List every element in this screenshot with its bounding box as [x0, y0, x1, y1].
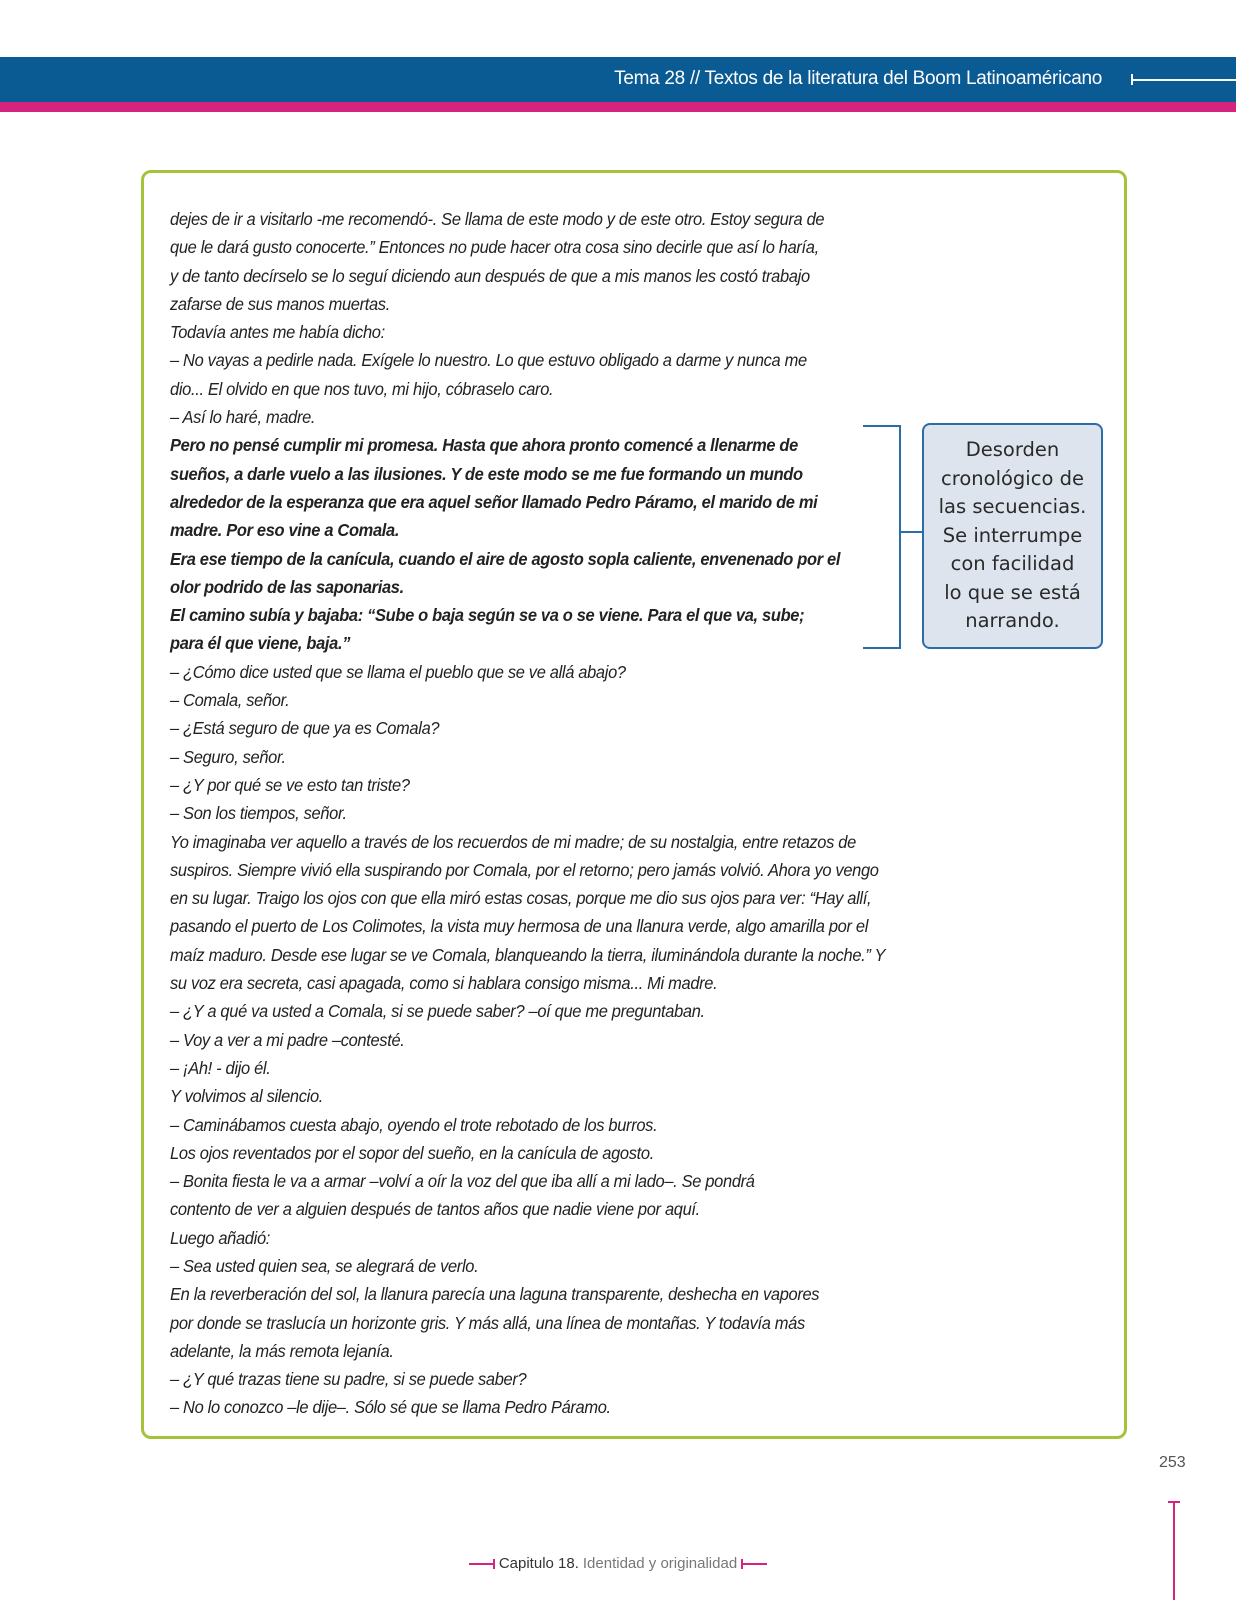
- passage-line: – ¿Cómo dice usted que se llama el pueblo que se ve allá abajo?: [170, 661, 626, 682]
- note-line: con facilidad: [950, 552, 1075, 576]
- annotation-connector: [901, 531, 923, 533]
- passage-line: dejes de ir a visitarlo -me recomendó-. Se llama de este modo y de este otro. Estoy segura de: [170, 209, 825, 229]
- page-number: 253: [1159, 1454, 1186, 1471]
- passage-line: – Sea usted quien sea, se alegrará de verlo.: [170, 1255, 479, 1276]
- note-line: lo que se está: [944, 580, 1081, 604]
- annotation-note-text: [928, 436, 1098, 636]
- passage-line: – ¿Y qué trazas tiene su padre, si se puede saber?: [170, 1369, 527, 1390]
- header-accent-stripe: [0, 102, 1236, 112]
- note-line: las secuencias.: [938, 495, 1087, 519]
- passage-line: Los ojos reventados por el sopor del sueño, en la canícula de agosto.: [170, 1142, 654, 1163]
- passage-line: alrededor de la esperanza que era aquel señor llamado Pedro Páramo, el marido de mi: [170, 491, 818, 512]
- passage-line: – No vayas a pedirle nada. Exígele lo nuestro. Lo que estuvo obligado a darme y nunca me: [170, 350, 807, 371]
- passage-line: – Caminábamos cuesta abajo, oyendo el trote rebotado de los burros.: [170, 1114, 658, 1135]
- annotation-bracket: [863, 425, 901, 649]
- footer-subtitle: Identidad y originalidad: [582, 1555, 738, 1572]
- passage-line: en su lugar. Traigo los ojos con que ella miró estas cosas, porque me dio sus ojos para ver: “Hay allí,: [170, 888, 872, 909]
- passage-line: maíz maduro. Desde ese lugar se ve Comala, blanqueando la tierra, iluminándola durante la noche.” Y: [170, 944, 886, 965]
- passage-line: contento de ver a alguien después de tantos años que nadie viene por aquí.: [170, 1199, 700, 1220]
- page-header-title: Tema 28 // Textos de la literatura del Boom Latinoaméricano: [614, 68, 1102, 89]
- passage-line: por donde se traslucía un horizonte gris. Y más allá, una línea de montañas. Y todavía más: [170, 1312, 805, 1333]
- passage-line: Pero no pensé cumplir mi promesa. Hasta que ahora pronto comencé a llenarme de: [170, 435, 798, 456]
- passage-line: Yo imaginaba ver aquello a través de los recuerdos de mi madre; de su nostalgia, entre retazos de: [170, 831, 856, 852]
- passage-line: – No lo conozco –le dije–. Sólo sé que se llama Pedro Páramo.: [170, 1397, 611, 1418]
- passage-line: dio... El olvido en que nos tuvo, mi hijo, cóbraselo caro.: [170, 378, 554, 399]
- footer-left-rule: [469, 1563, 495, 1565]
- page-footer: [0, 1551, 1236, 1574]
- passage-line: zafarse de sus manos muertas.: [170, 293, 390, 314]
- passage-line: Luego añadió:: [170, 1227, 271, 1248]
- passage-line: y de tanto decírselo se lo seguí diciendo aun después de que a mis manos les costó trabajo: [170, 265, 810, 286]
- passage-line: olor podrido de las saponarias.: [170, 576, 404, 597]
- passage-line: El camino subía y bajaba: “Sube o baja según se va o se viene. Para el que va, sube;: [170, 605, 805, 626]
- passage-line: – ¡Ah! - dijo él.: [170, 1057, 271, 1078]
- passage-line: – Voy a ver a mi padre –contesté.: [170, 1029, 405, 1050]
- passage-line: pasando el puerto de Los Colimotes, la vista muy hermosa de una llanura verde, algo amarilla por el: [170, 916, 869, 937]
- passage-line: – Son los tiempos, señor.: [170, 803, 347, 824]
- passage-line: su voz era secreta, casi apagada, como si hablara consigo misma... Mi madre.: [170, 973, 718, 994]
- passage-line: Y volvimos al silencio.: [170, 1086, 324, 1107]
- note-line: narrando.: [965, 609, 1060, 633]
- annotation-note: [922, 423, 1103, 649]
- passage-line: suspiros. Siempre vivió ella suspirando por Comala, por el retorno; pero jamás volvió. Ahora yo vengo: [170, 859, 879, 880]
- passage-line: adelante, la más remota lejanía.: [170, 1340, 394, 1361]
- passage-line: que le dará gusto conocerte.” Entonces no pude hacer otra cosa sino decirle que así lo haría,: [170, 237, 819, 258]
- passage-line: sueños, a darle vuelo a las ilusiones. Y de este modo se me fue formando un mundo: [170, 463, 803, 484]
- passage-line: – ¿Y por qué se ve esto tan triste?: [170, 774, 410, 795]
- header-rule-tick: [1131, 74, 1133, 85]
- footer-right-rule: [741, 1563, 767, 1565]
- passage-line: – ¿Y a qué va usted a Comala, si se puede saber? –oí que me preguntaban.: [170, 1001, 705, 1022]
- passage-line: – Seguro, señor.: [170, 746, 286, 767]
- passage-line: madre. Por eso vine a Comala.: [170, 520, 400, 541]
- note-line: Desorden: [965, 438, 1060, 462]
- passage-line: para él que viene, baja.”: [170, 633, 351, 654]
- note-line: cronológico de: [941, 466, 1084, 490]
- reading-passage: [170, 205, 886, 1422]
- passage-line: – ¿Está seguro de que ya es Comala?: [170, 718, 440, 739]
- passage-line: Todavía antes me había dicho:: [170, 322, 385, 343]
- passage-line: Era ese tiempo de la canícula, cuando el aire de agosto sopla caliente, envenenado por el: [170, 548, 841, 569]
- footer-chapter: Capitulo 18.: [498, 1555, 579, 1572]
- passage-line: – Así lo haré, madre.: [170, 407, 316, 428]
- passage-line: – Comala, señor.: [170, 690, 290, 711]
- note-line: Se interrumpe: [942, 523, 1083, 547]
- header-rule: [1131, 79, 1236, 81]
- passage-line: – Bonita fiesta le va a armar –volví a oír la voz del que iba allí a mi lado–. Se pondrá: [170, 1171, 755, 1192]
- passage-line: En la reverberación del sol, la llanura parecía una laguna transparente, deshecha en vapores: [170, 1284, 820, 1305]
